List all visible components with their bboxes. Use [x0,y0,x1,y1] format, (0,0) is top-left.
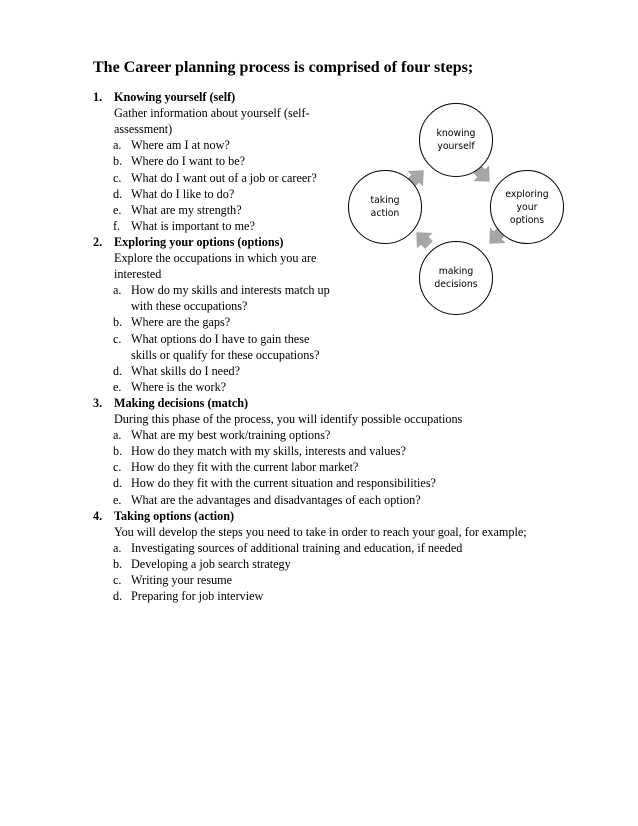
list-item-marker: b. [113,315,123,330]
cycle-node-exploring-options [490,170,564,244]
list-item-marker: a. [113,428,122,443]
list-item-marker: e. [113,492,122,507]
list-item-marker: a. [113,540,122,555]
section-intro: You will develop the steps you need to take in order to reach your goal, for example; [114,524,527,539]
list-item-marker: e. [113,202,122,217]
list-item-text: Investigating sources of additional training and education, if needed [131,540,463,555]
section-number: 2. [93,234,103,249]
section-number: 3. [93,395,103,410]
list-item-marker: f. [113,218,121,233]
list-item-text: How do they match with my skills, interests and values? [131,444,406,459]
node-label: taking [370,195,400,206]
list-item-text: What are my strength? [131,202,242,217]
list-item-marker: d. [113,186,123,201]
node-label: your [516,201,538,213]
node-label: exploring [505,188,549,200]
list-item-text: What are my best work/training options? [131,428,331,443]
list-item-marker: c. [113,573,122,587]
list-item-text: Where is the work? [131,379,227,394]
node-label: decisions [434,279,478,290]
list-item-marker: a. [113,138,122,153]
list-item-marker: d. [113,476,123,491]
node-label: yourself [437,141,475,152]
list-item-text: Where do I want to be? [131,154,246,169]
list-item-marker: c. [113,331,122,346]
list-item-text: What skills do I need? [131,363,240,378]
list-item-marker: b. [113,556,123,571]
section-intro: assessment) [114,122,173,137]
section-intro: interested [114,267,162,282]
list-item-text: How do they fit with the current situation and responsibilities? [131,476,436,491]
section-heading: Knowing yourself (self) [114,90,236,104]
list-item-text: Developing a job search strategy [131,556,291,571]
list-item-text: What do I like to do? [131,186,235,201]
list-item-marker: d. [113,363,123,378]
section-number: 4. [93,508,103,523]
list-item-marker: a. [113,283,122,298]
list-item-text: Preparing for job interview [131,589,264,604]
node-label: knowing [436,128,476,139]
list-item-text: What is important to me? [131,218,255,233]
list-item-text: What are the advantages and disadvantages of each option? [131,492,421,507]
section-heading: Taking options (action) [114,508,235,523]
section-intro: Gather information about yourself (self- [114,106,310,121]
node-label: options [509,214,545,226]
section-heading: Making decisions (match) [114,395,249,410]
list-item-marker: c. [113,460,122,475]
list-item-text: skills or qualify for these occupations? [131,347,320,362]
list-item-text: Writing your resume [131,573,233,587]
cycle-node-knowing-yourself [419,103,493,177]
list-item-marker: c. [113,170,122,185]
list-item-text: Where are the gaps? [131,315,231,330]
list-item-marker: d. [113,589,123,604]
list-item-text: How do my skills and interests match up [131,283,330,298]
cycle-node-making-decisions [419,241,493,315]
node-label: making [438,266,474,277]
list-item-marker: b. [113,154,123,169]
section-heading: Exploring your options (options) [114,234,284,249]
cycle-node-taking-action [348,170,422,244]
list-item-text: with these occupations? [131,299,248,314]
list-item-text: What options do I have to gain these [131,331,310,346]
list-item-text: How do they fit with the current labor market? [131,460,359,475]
list-item-text: What do I want out of a job or career? [131,170,317,185]
node-label: action [370,208,400,219]
section-number: 1. [93,90,103,104]
section-intro: Explore the occupations in which you are [114,251,317,265]
list-item-marker: e. [113,379,122,394]
page-title: The Career planning process is comprised of four steps; [93,59,474,76]
section-intro: During this phase of the process, you will identify possible occupations [114,412,463,426]
list-item-text: Where am I at now? [131,138,230,153]
list-item-marker: b. [113,444,123,459]
